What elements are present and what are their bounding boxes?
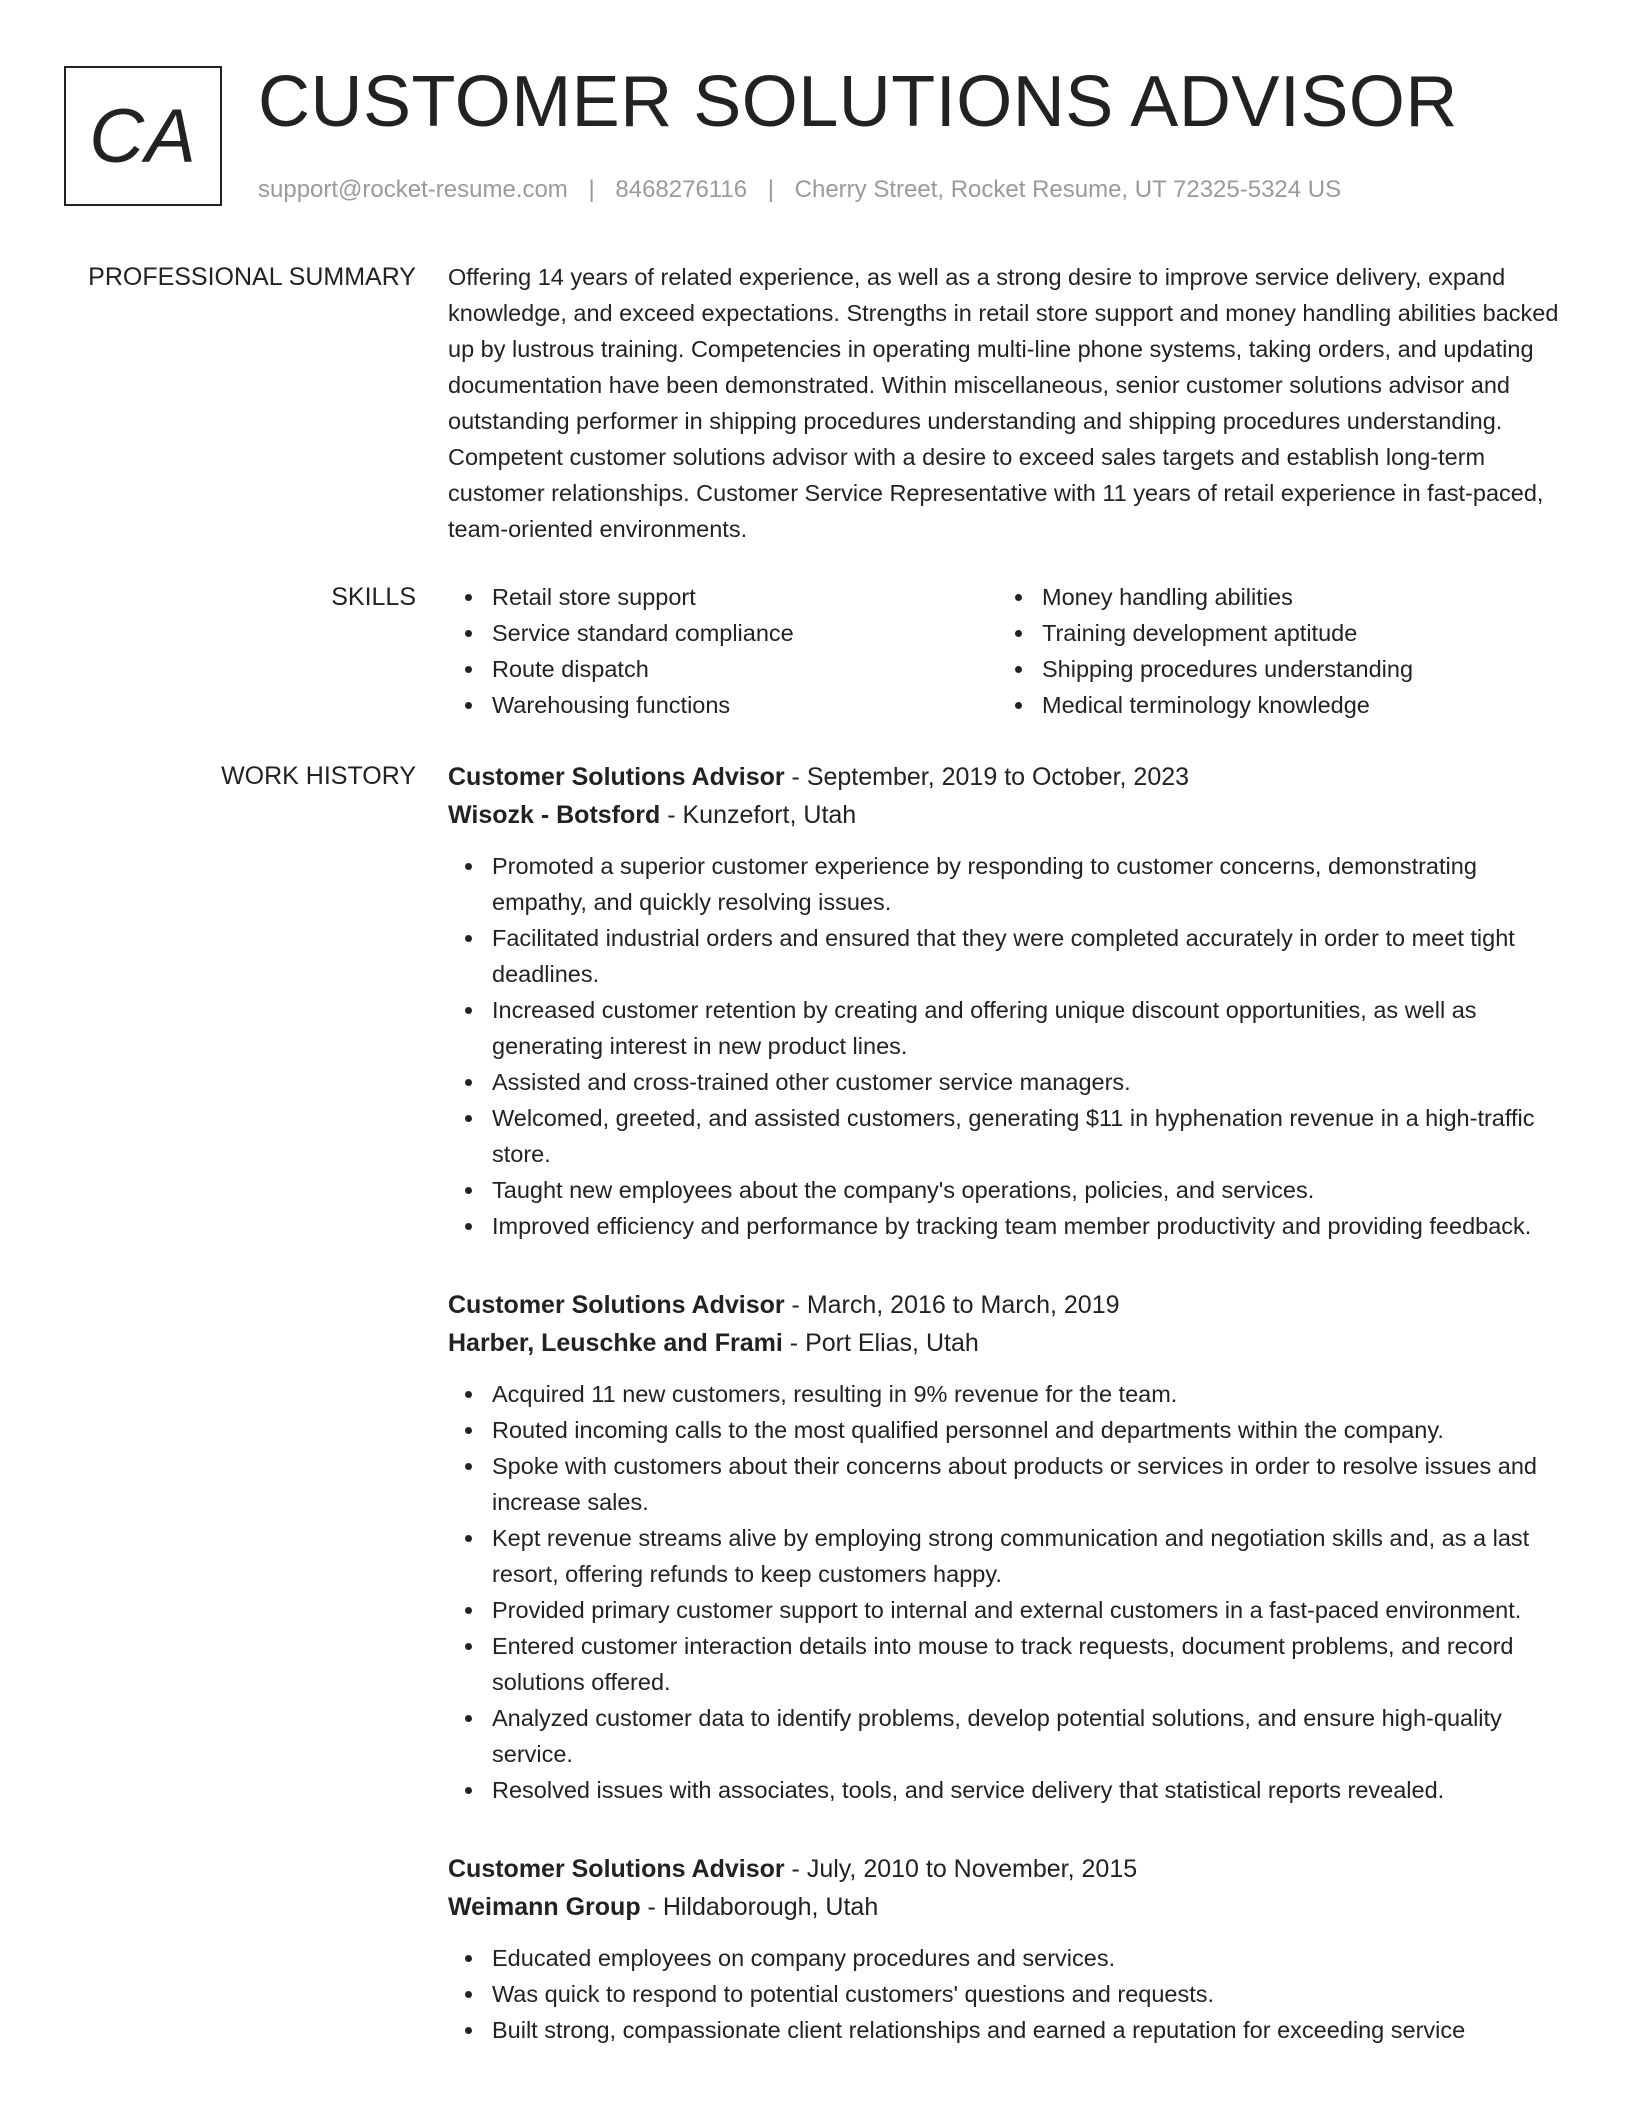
job-bullet: Kept revenue streams alive by employing strong communication and negotiation skills and, as a last resort, offering refunds to keep customers happy. <box>448 1520 1564 1592</box>
contact-phone: 8468276116 <box>615 176 748 203</box>
job-company-line <box>448 1888 1564 1926</box>
job-bullet: Spoke with customers about their concerns about products or services in order to resolve issues and increase sales. <box>448 1448 1564 1520</box>
job-bullet: Taught new employees about the company's operations, policies, and services. <box>448 1172 1564 1208</box>
contact-separator: | <box>588 176 595 203</box>
work-history-body <box>448 758 1564 2090</box>
contact-line <box>258 172 1341 208</box>
skill-item: Warehousing functions <box>448 687 998 723</box>
job-bullet: Educated employees on company procedures and services. <box>448 1940 1564 1976</box>
job-company-line <box>448 1324 1564 1362</box>
contact-address: Cherry Street, Rocket Resume, UT 72325-5324 US <box>794 176 1342 203</box>
job-bullet-list <box>448 848 1564 1244</box>
job-bullet: Promoted a superior customer experience by responding to customer concerns, demonstrating empathy, and quickly resolving issues. <box>448 848 1564 920</box>
job-location: - Hildaborough, Utah <box>640 1893 879 1921</box>
job-bullet: Facilitated industrial orders and ensured that they were completed accurately in order to meet tight deadlines. <box>448 920 1564 992</box>
job-company: Wisozk - Botsford <box>448 801 661 829</box>
job-title: Customer Solutions Advisor <box>448 763 785 791</box>
summary-text: Offering 14 years of related experience, as well as a strong desire to improve service delivery, expand knowledge, and exceed expectations. Strengths in retail store support and money handling abilities backed up by lustrous training. Competencies in operating multi-line phone systems, taking orders, and updating documentation have been demonstrated. Within miscellaneous, senior customer solutions advisor and outstanding performer in shipping procedures understanding and shipping procedures understanding. Competent customer solutions advisor with a desire to exceed sales targets and establish long-term customer relationships. Customer Service Representative with 11 years of retail experience in fast-paced, team-oriented environments. <box>448 264 1559 542</box>
skills-column-right <box>998 579 1548 723</box>
section-label-work-history: WORK HISTORY <box>221 762 416 790</box>
job-bullet: Welcomed, greeted, and assisted customers, generating $11 in hyphenation revenue in a high-traffic store. <box>448 1100 1564 1172</box>
contact-separator: | <box>767 176 774 203</box>
skills-column-left <box>448 579 998 723</box>
job-bullet: Increased customer retention by creating and offering unique discount opportunities, as well as generating interest in new product lines. <box>448 992 1564 1064</box>
job-title: Customer Solutions Advisor <box>448 1855 785 1883</box>
job-bullet: Resolved issues with associates, tools, and service delivery that statistical reports revealed. <box>448 1772 1564 1808</box>
skill-item: Shipping procedures understanding <box>998 651 1548 687</box>
skill-item: Service standard compliance <box>448 615 998 651</box>
skill-item: Money handling abilities <box>998 579 1548 615</box>
contact-email: support@rocket-resume.com <box>258 176 568 203</box>
job-bullet: Acquired 11 new customers, resulting in 9% revenue for the team. <box>448 1376 1564 1412</box>
skill-item: Training development aptitude <box>998 615 1548 651</box>
job-location: - Port Elias, Utah <box>782 1329 979 1357</box>
skills-grid <box>448 579 1564 723</box>
job-title-line <box>448 1286 1564 1324</box>
job-dates: - July, 2010 to November, 2015 <box>784 1855 1138 1883</box>
skill-item: Medical terminology knowledge <box>998 687 1548 723</box>
job-dates: - September, 2019 to October, 2023 <box>784 763 1190 791</box>
job-bullet: Analyzed customer data to identify problems, develop potential solutions, and ensure high-quality service. <box>448 1700 1564 1772</box>
skill-item: Retail store support <box>448 579 998 615</box>
job-bullet: Entered customer interaction details into mouse to track requests, document problems, and record solutions offered. <box>448 1628 1564 1700</box>
job-location: - Kunzefort, Utah <box>660 801 857 829</box>
job-company: Weimann Group <box>448 1893 641 1921</box>
job-company-line <box>448 796 1564 834</box>
job-bullet: Was quick to respond to potential customers' questions and requests. <box>448 1976 1564 2012</box>
monogram-box <box>64 66 222 206</box>
job-company: Harber, Leuschke and Frami <box>448 1329 783 1357</box>
job-title: Customer Solutions Advisor <box>448 1291 785 1319</box>
job-bullet-list <box>448 1940 1564 2048</box>
summary-body <box>448 259 1564 547</box>
job-bullet: Provided primary customer support to internal and external customers in a fast-paced environment. <box>448 1592 1564 1628</box>
job-title-line <box>448 758 1564 796</box>
section-label-skills: SKILLS <box>331 583 416 611</box>
job-entry <box>448 1286 1564 1808</box>
job-bullet: Assisted and cross-trained other customer service managers. <box>448 1064 1564 1100</box>
job-title-line <box>448 1850 1564 1888</box>
resume-title: CUSTOMER SOLUTIONS ADVISOR <box>258 62 1458 142</box>
skill-item: Route dispatch <box>448 651 998 687</box>
job-dates: - March, 2016 to March, 2019 <box>784 1291 1120 1319</box>
job-entry <box>448 758 1564 1244</box>
monogram-initials: CA <box>89 93 197 179</box>
job-bullet: Routed incoming calls to the most qualified personnel and departments within the company. <box>448 1412 1564 1448</box>
section-label-summary: PROFESSIONAL SUMMARY <box>88 263 416 291</box>
job-bullet: Improved efficiency and performance by tracking team member productivity and providing feedback. <box>448 1208 1564 1244</box>
job-bullet-list <box>448 1376 1564 1808</box>
job-entry <box>448 1850 1564 2048</box>
job-bullet: Built strong, compassionate client relationships and earned a reputation for exceeding service <box>448 2012 1564 2048</box>
